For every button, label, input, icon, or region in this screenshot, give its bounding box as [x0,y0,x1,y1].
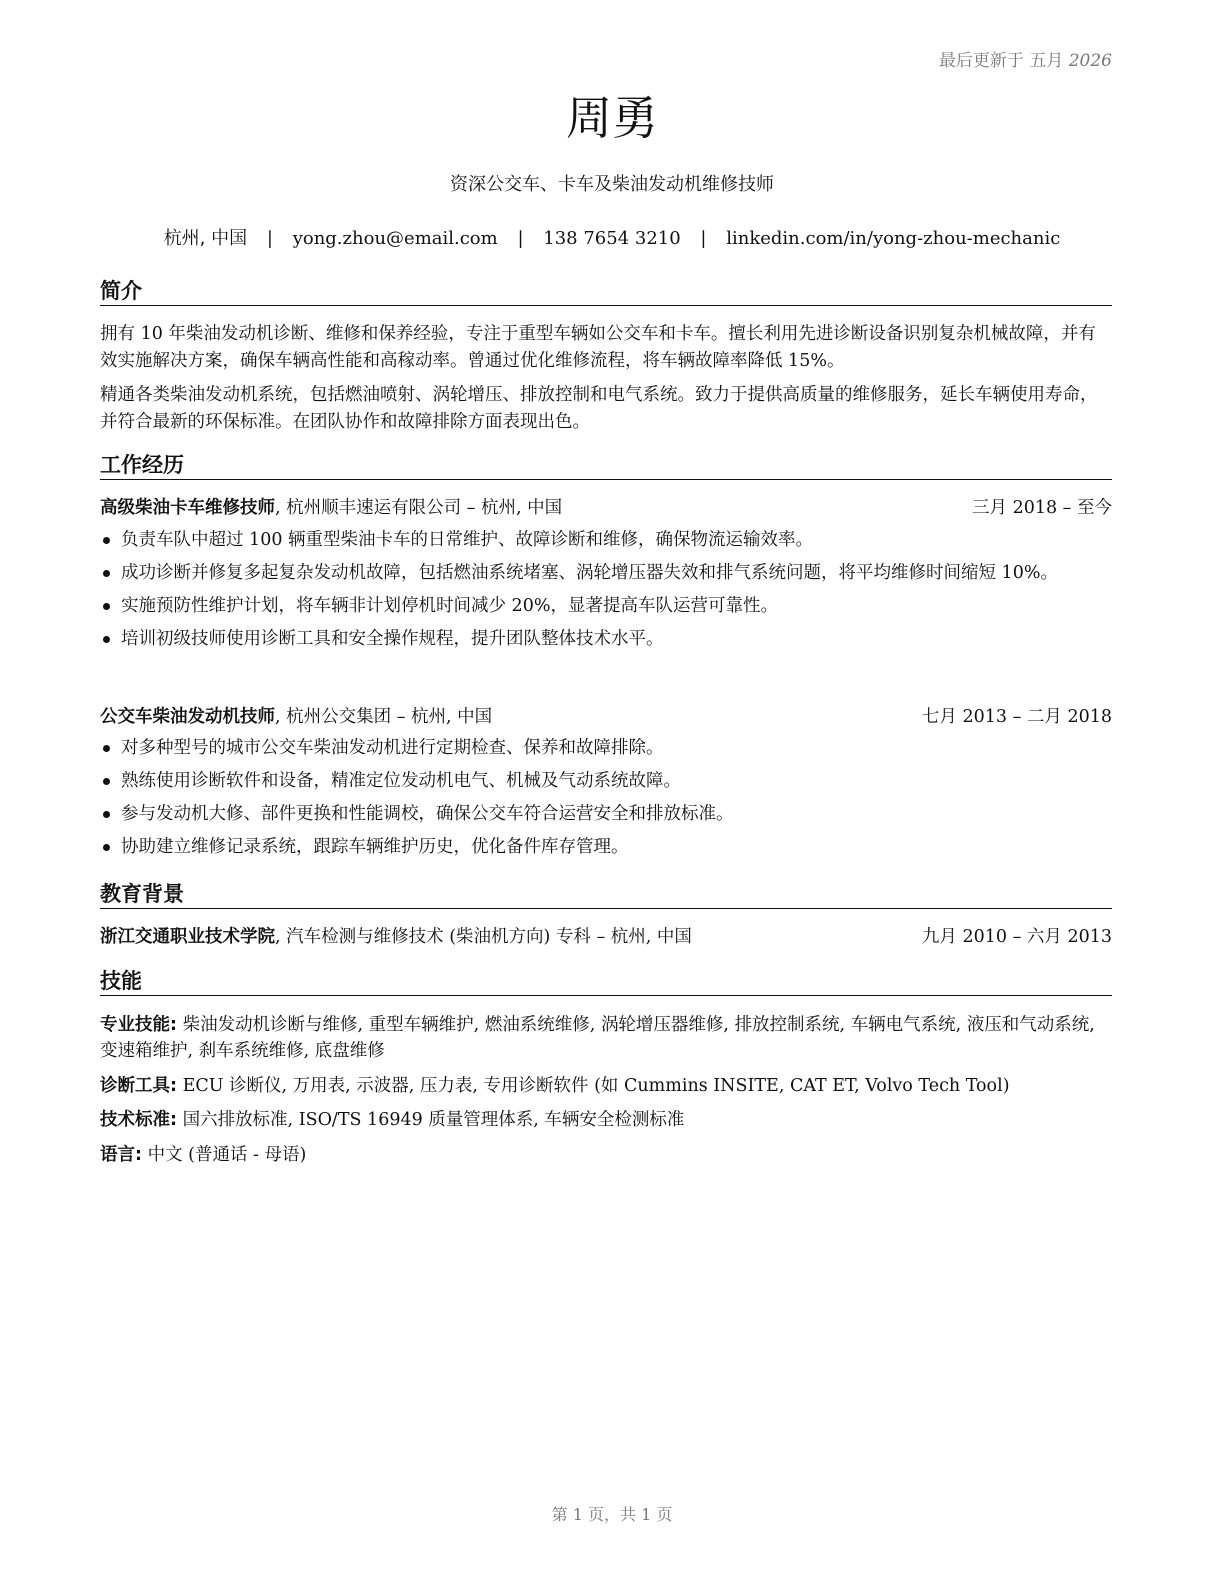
contact-linkedin[interactable]: linkedin.com/in/yong-zhou-mechanic [726,228,1061,249]
summary-paragraph: 精通各类柴油发动机系统，包括燃油喷射、涡轮增压、排放控制和电气系统。致力于提供高质量的维修服务，延长车辆使用寿命，并符合最新的环保标准。在团队协作和故障排除方面表现出色。 [100,385,1098,432]
job-detail: , 杭州公交集团 – 杭州, 中国 [275,707,493,727]
last-updated-label: 最后更新于 五月 [938,51,1064,71]
skill-label: 语言: [100,1145,142,1165]
list-item: 协助建立维修记录系统，跟踪车辆维护历史，优化备件库存管理。 [100,834,1112,861]
education-date: 九月 2010 – 六月 2013 [921,927,1112,947]
last-updated [939,46,1112,71]
resume-name: 周勇 [566,91,658,145]
page-footer: 第 1 页，共 1 页 [551,1505,673,1524]
contact-separator: | [517,228,524,249]
resume-subtitle: 资深公交车、卡车及柴油发动机维修技师 [450,174,774,195]
job-bullets [100,735,1112,867]
job-date: 七月 2013 – 二月 2018 [921,707,1112,727]
job-header [100,705,1112,729]
contact-email[interactable]: yong.zhou@email.com [292,228,498,249]
job-role: 公交车柴油发动机技师 [100,707,275,727]
skill-line [100,1073,1112,1099]
skill-value: 国六排放标准, ISO/TS 16949 质量管理体系, 车辆安全检测标准 [177,1110,685,1130]
contact-separator: | [700,228,707,249]
skill-value: 柴油发动机诊断与维修, 重型车辆维护, 燃油系统维修, 涡轮增压器维修, 排放控制系统, 车辆电气系统, 液压和气动系统, 变速箱维护, 刹车系统维修, 底盘维修 [100,1015,1095,1061]
skill-line [100,1142,1112,1168]
last-updated-year: 2026 [1068,51,1112,71]
skill-label: 诊断工具: [100,1076,177,1096]
section-title-experience: 工作经历 [100,451,1112,480]
list-item: 培训初级技师使用诊断工具和安全操作规程，提升团队整体技术水平。 [100,626,1112,653]
skill-label: 专业技能: [100,1015,177,1035]
education-school: 浙江交通职业技术学院 [100,927,275,947]
job-detail: , 杭州顺丰速运有限公司 – 杭州, 中国 [275,498,563,518]
contact-location: 杭州, 中国 [163,228,248,249]
contact-phone: 138 7654 3210 [543,228,681,249]
list-item: 参与发动机大修、部件更换和性能调校，确保公交车符合运营安全和排放标准。 [100,801,1112,828]
job-bullets [100,527,1112,659]
job-date: 三月 2018 – 至今 [972,498,1112,518]
skill-label: 技术标准: [100,1110,177,1130]
section-title-education: 教育背景 [100,880,1112,909]
skill-line [100,1012,1112,1064]
job-header [100,496,1112,520]
list-item: 实施预防性维护计划，将车辆非计划停机时间减少 20%，显著提高车队运营可靠性。 [100,593,1112,620]
section-title-summary: 简介 [100,277,1112,306]
summary-paragraph: 拥有 10 年柴油发动机诊断、维修和保养经验，专注于重型车辆如公交车和卡车。擅长利用先进诊断设备识别复杂机械故障，并有效实施解决方案，确保车辆高性能和高稼动率。曾通过优化维修流程，将车辆故障率降低 15%。 [100,324,1096,371]
skill-value: ECU 诊断仪, 万用表, 示波器, 压力表, 专用诊断软件 (如 Cummins INSITE, CAT ET, Volvo Tech Tool) [177,1076,1010,1096]
list-item: 成功诊断并修复多起复杂发动机故障，包括燃油系统堵塞、涡轮增压器失效和排气系统问题，将平均维修时间缩短 10%。 [100,560,1112,587]
contact-separator: | [266,228,273,249]
education-detail: , 汽车检测与维修技术 (柴油机方向) 专科 – 杭州, 中国 [275,927,692,947]
list-item: 熟练使用诊断软件和设备，精准定位发动机电气、机械及气动系统故障。 [100,768,1112,795]
section-title-skills: 技能 [100,967,1112,996]
skill-line [100,1107,1112,1133]
contact-line [0,224,1224,250]
skill-value: 中文 (普通话 - 母语) [142,1145,307,1165]
job-role: 高级柴油卡车维修技师 [100,498,275,518]
education-entry [100,925,1112,949]
list-item: 对多种型号的城市公交车柴油发动机进行定期检查、保养和故障排除。 [100,735,1112,762]
list-item: 负责车队中超过 100 辆重型柴油卡车的日常维护、故障诊断和维修，确保物流运输效率。 [100,527,1112,554]
